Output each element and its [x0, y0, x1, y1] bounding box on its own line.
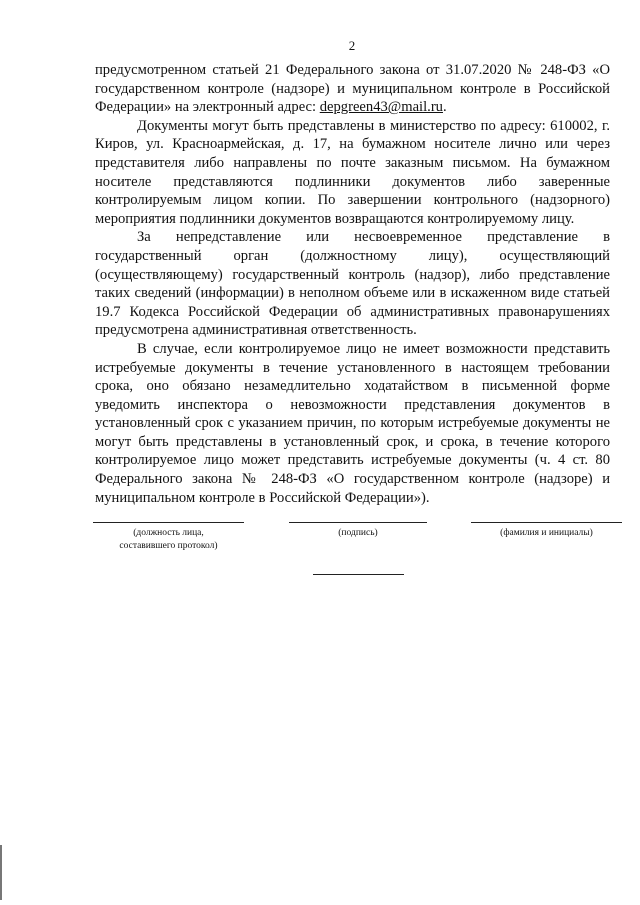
page-number: 2 [348, 38, 356, 53]
signature-name-block [471, 522, 622, 540]
signature-caption: (подпись) [338, 528, 378, 538]
paragraph-4: В случае, если контролируемое лицо не имеет возможности представить истребуемые документы в течение установленного в настоящем требовании срока, оно обязано незамедлительно ходатайством в письменной форме уведомить инспектора о невозможности представления документов в установленный срок с указанием причин, по которым истребуемые документы не могут быть представлены в установленный срок, и срока, в течение которого контролируемое лицо может представить истребуемые документы (ч. 4 ст. 80 Федерального закона № 248-ФЗ «О государственном контроле (надзоре) и муниципальном контроле в Российской Федерации»). [95, 340, 610, 506]
scan-edge-mark [0, 845, 2, 900]
paragraph-3: За непредставление или несвоевременное представление в государственный орган (должностному лицу), осуществляющий (осуществляющему) государственный контроль (надзор), либо представление таких сведений (информации) в неполном объеме или в искаженном виде статьей 19.7 Кодекса Российской Федерации об административных правонарушениях предусмотрена административная ответственность. [95, 229, 610, 339]
paragraph-1-text: предусмотренном статьей 21 Федерального закона от 31.07.2020 № 248-ФЗ «О государственном контроле (надзоре) и муниципальном контроле в Российской Федерации» на электронный адрес: [95, 62, 610, 116]
signature-sign-block [289, 522, 427, 540]
paragraph-2: Документы могут быть представлены в министерство по адресу: 610002, г. Киров, ул. Красноармейская, д. 17, на бумажном носителе лично или через представителя либо направлены по почте заказным письмом. На бумажном носителе представляются подлинники документов либо заверенные контролируемым лицом копии. По завершении контрольного (надзорного) мероприятия подлинники документов возвращаются контролируемому лицу. [95, 117, 610, 227]
document-body [95, 61, 610, 507]
paragraph-1-end: . [442, 99, 447, 116]
position-caption-line2: составившего протокол) [119, 541, 218, 551]
signature-line [289, 522, 427, 523]
position-line [93, 522, 244, 523]
signature-position-block [93, 522, 244, 553]
paragraph-1 [95, 61, 610, 117]
name-line [471, 522, 622, 523]
position-caption-line1: (должность лица, [133, 528, 204, 538]
closing-rule [313, 574, 404, 575]
name-caption: (фамилия и инициалы) [500, 528, 593, 538]
email-link[interactable]: depgreen43@mail.ru [319, 99, 443, 116]
